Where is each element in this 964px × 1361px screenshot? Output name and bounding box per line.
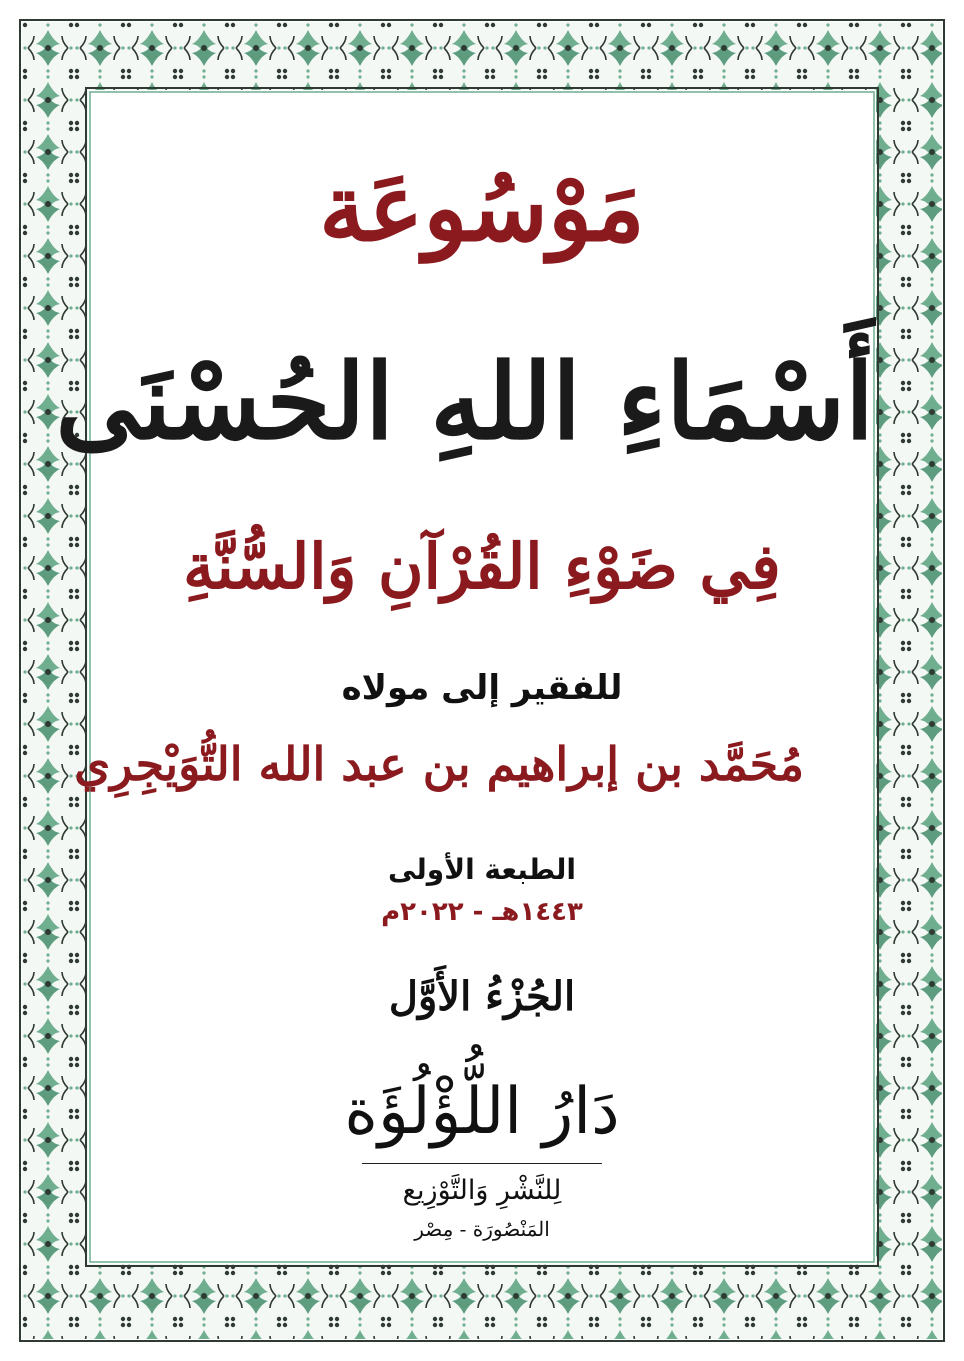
- publisher-logo-name: دَارُ اللُّؤْلُؤَة: [344, 1075, 620, 1149]
- edition-date: ١٤٤٣هـ - ٢٠٢٢م: [381, 897, 583, 927]
- edition-label: الطبعة الأولى: [387, 853, 577, 886]
- author-prefix: للفقير إلى مولاه: [341, 668, 623, 708]
- subtitle: فِي ضَوْءِ القُرْآنِ وَالسُّنَّةِ: [183, 530, 781, 603]
- publisher-place: المَنْصُورَة - مِصْر: [414, 1217, 550, 1241]
- publisher-divider: [362, 1163, 602, 1164]
- publisher-tagline: لِلنَّشْرِ وَالتَّوْزِيع: [402, 1175, 562, 1206]
- author-name: مُحَمَّد بن إبراهيم بن عبد الله التُّوَيْجِرِي: [74, 737, 804, 791]
- main-title: أَسْمَاءِ اللهِ الحُسْنَى: [55, 340, 874, 463]
- volume-label: الجُزْءُ الأَوَّل: [388, 973, 576, 1020]
- series-title: مَوْسُوعَة: [319, 154, 645, 262]
